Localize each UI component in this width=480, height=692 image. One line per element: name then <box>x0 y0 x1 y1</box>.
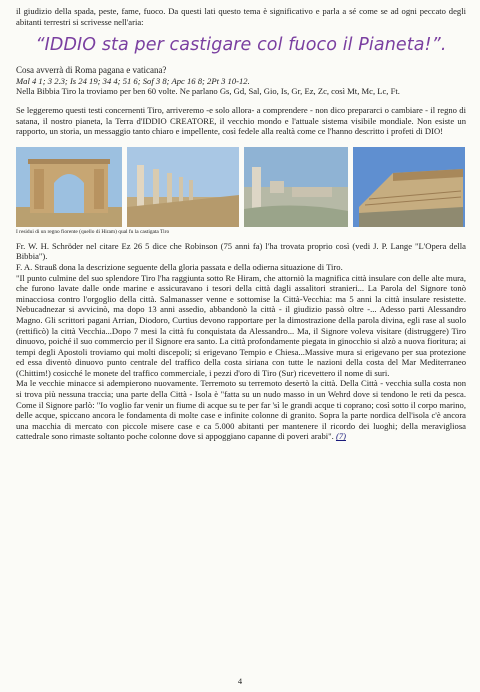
bible-count-line: Nella Bibbia Tiro la troviamo per ben 60 volte. Ne parlano Gs, Gd, Sal, Gio, Is, Gr, Ez, Zc, così Mt, Mc, Lc, Ft. <box>16 86 400 97</box>
photo-hippodrome <box>353 147 465 227</box>
photo-strip <box>16 147 466 227</box>
intro-paragraph: il giudizio della spada, peste, fame, fuoco. Da questi lati questo tema è significativo e parla a sé come se ad ogni peccato degli abitanti terrestri si scrivesse nell'aria: <box>16 6 466 27</box>
photo-arch <box>16 147 122 227</box>
photo-ruins <box>244 147 348 227</box>
strauss-paragraph: F. A. Strauß dona la descrizione seguente della gloria passata e della odierna situazione di Tiro. <box>16 261 343 272</box>
closing-text: Ma le vecchie minacce si adempierono nuovamente. Terremoto su terremoto desertò la città. Della Città - vecchia sulla costa non si trova più nessuna traccia; una parte della Città - Isola è "fatta su un nudo masso in un Wehrd dove si tendono le reti da pesca. Come il Signore parlò: "Io voglio far venir un fiume di acque su te per far 'sì le grandi acque ti coprano; così sotto il corpo marino, delle acque, spiccano ancora le fondamenta di molte case e infinite colonne di granito. Sopra la parte nordica dell'isola c'è ancora una macchia di mercato con piccole misere case e ca 5.000 abitanti per mantenere il ricordo dei luoghi; della meravigliosa cattedrale sono rimaste soltanto poche colonne dove si appoggiano capanne di poveri arabi". <box>16 378 466 442</box>
page-number: 4 <box>237 676 243 686</box>
photo-caption: I residui di un regno fiorente (quello di Hiram) qual fu la castigata Tiro <box>16 228 170 235</box>
photo-colonnade <box>127 147 239 227</box>
paragraph-tiro: Se leggeremo questi testi concernenti Tiro, arriveremo -e solo allora- a comprendere - non dico prepararci o cambiare - il regno di satana, il nostro pianeta, la Terra d'IDDIO CREATORE, il vecchio mondo e l'attuale sistema visibile mondiale. Non esiste un rapporto, un storia, un messaggio tanto chiaro e impellente, così fedele alla realtà come ce l'hanno descritto i profeti di DIO! <box>16 104 466 137</box>
question-line: Cosa avverrà di Roma pagana e vaticana? <box>16 65 167 76</box>
banner-quote: “IDDIO sta per castigare col fuoco il Pianeta!”. <box>35 35 447 56</box>
schroder-paragraph: Fr. W. H. Schröder nel citare Ez 26 5 dice che Robinson (75 anni fa) l'ha trovata proprio così (vedi J. P. Lange "L'Opera della Bibbia"). <box>16 240 466 262</box>
footnote-link[interactable]: (7) <box>335 431 346 442</box>
references-line: Mal 4 1; 3 2.3; Is 24 19; 34 4; 51 6; Sof 3 8; Apc 16 8; 2Pt 3 10-12. <box>16 75 250 86</box>
closing-paragraph <box>16 378 466 442</box>
quote-paragraph: "Il punto culmine del suo splendore Tiro l'ha raggiunta sotto Re Hiram, che attorniò la magnifica città insulare con delle alte mura, che furono lavate dalle onde marine e assicuravano i tesori della città dagli assalitori stranieri... La Parola del Signore tonò minacciosa contro l'orgoglio della città. Salmanasser venne e sottomise la Città-Vecchia: ma 5 anni la città insulare resistette. Nebucadnezar si avvicinò, ma dopo 13 anni assedio, abbandonò la città - il giudizio passò oltre -... Adesso parti Alessandro Magno. Gli scrittori pagani Arrian, Diodoro, Curtius devono rapportare per la dimostrazione della parola divina, egli rase al suolo (rettificò) la città Vecchia...Dopo 7 mesi la città fu conquistata da Alessandro... Ma, il Signore voleva visitare (distruggere) Tiro dinuovo, poiché il suo commercio per il Signore era santo. La città profondamente piegata in ginocchio si alzò a nuova fioritura; ai tempi degli Apostoli troviamo qui molti discepoli; si erigevano Tempio e Chiesa...Massive mura si erigevano per sua protezione ed essa diventò dinuovo punto centrale del traffico della costa siriana con tutte le nazioni della costa del Mar Mediterraneo (Chittim!) cosicché le monete del traffico commerciale, i pezzi d'oro di Tiro (Sur) ricevettero il nome di suri. <box>16 272 466 378</box>
